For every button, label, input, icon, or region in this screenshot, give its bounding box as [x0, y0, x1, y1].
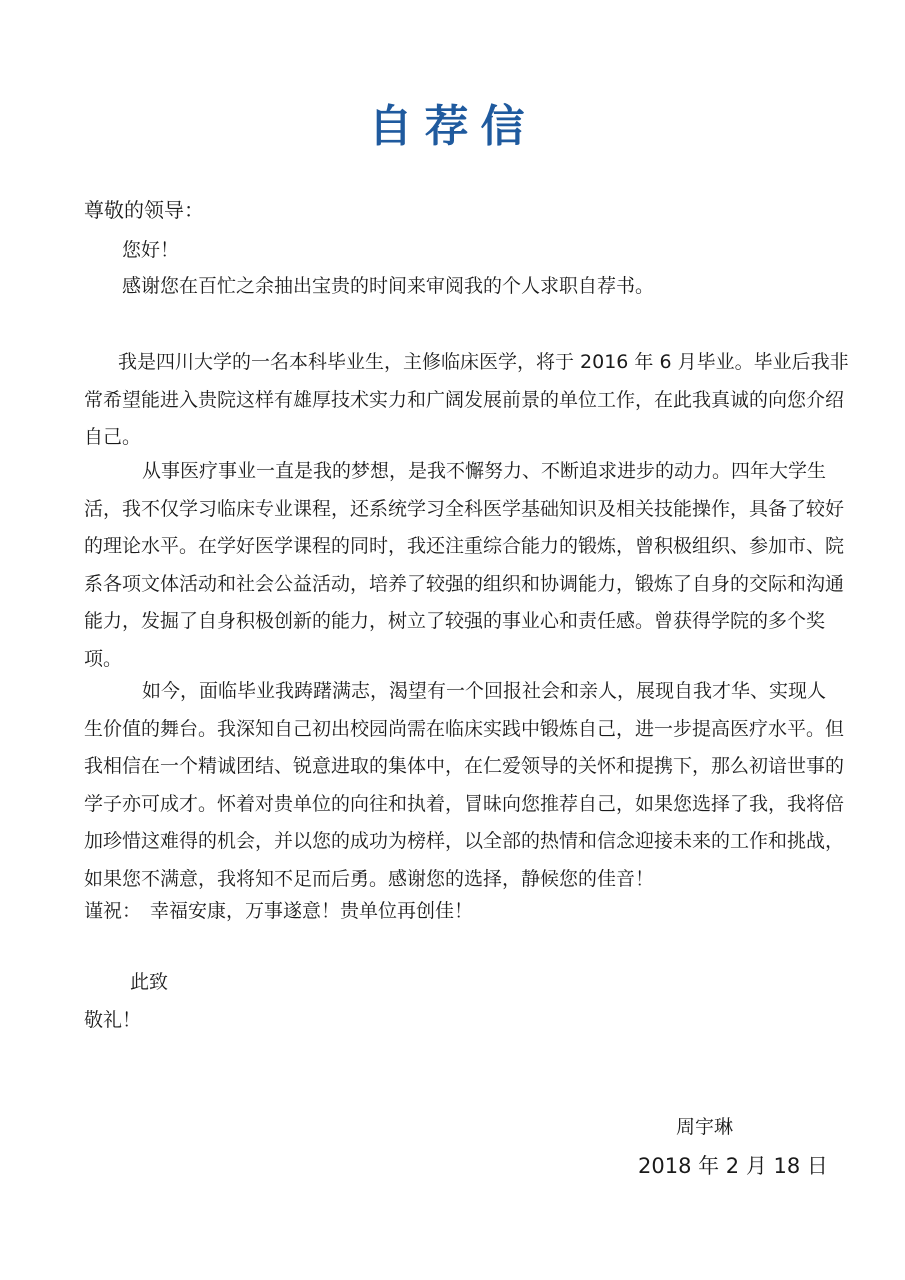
signature-date: 2018 年 2 月 18 日	[638, 1154, 828, 1178]
wish-text: 幸福安康，万事遂意！贵单位再创佳！	[150, 900, 474, 922]
paragraph-line: 能力，发掘了自身积极创新的能力，树立了较强的事业心和责任感。曾获得学院的多个奖	[84, 610, 826, 632]
paragraph-line: 我相信在一个精诚团结、锐意进取的集体中，在仁爱领导的关怀和提携下，那么初谙世事的	[84, 755, 845, 777]
paragraph-line: 活，我不仅学习临床专业课程，还系统学习全科医学基础知识及相关技能操作，具备了较好	[84, 497, 845, 520]
paragraph-line: 的理论水平。在学好医学课程的同时，我还注重综合能力的锻炼，曾积极组织、参加市、院	[84, 535, 845, 557]
paragraph-line: 如今，面临毕业我踌躇满志，渴望有一个回报社会和亲人，展现自我才华、实现人	[142, 680, 827, 702]
paragraph-aspiration	[84, 673, 845, 898]
salutation: 尊敬的领导：	[84, 198, 204, 222]
closing-cizhi: 此致	[130, 971, 169, 993]
paragraph-line: 常希望能进入贵院这样有雄厚技术实力和广阔发展前景的单位工作，在此我真诚的向您介绍	[84, 388, 845, 411]
paragraph-line: 从事医疗事业一直是我的梦想，是我不懈努力、不断追求进步的动力。四年大学生	[142, 460, 827, 482]
paragraph-experience	[84, 453, 845, 678]
page-title: 自荐信	[368, 101, 537, 152]
paragraph-line: 系各项文体活动和社会公益活动，培养了较强的组织和协调能力，锻炼了自身的交际和沟通	[84, 572, 845, 595]
greeting: 您好！	[122, 239, 180, 261]
paragraph-line: 我是四川大学的一名本科毕业生，主修临床医学，将于 2016 年 6 月毕业。毕业后我非	[118, 351, 849, 373]
paragraph-line: 自己。	[84, 426, 142, 448]
paragraph-introduction	[84, 344, 849, 457]
wish-line	[84, 897, 473, 925]
thanks-line: 感谢您在百忙之余抽出宝贵的时间来审阅我的个人求职自荐书。	[122, 275, 655, 297]
paragraph-line: 如果您不满意，我将知不足而后勇。感谢您的选择，静候您的佳音！	[84, 867, 655, 890]
paragraph-line: 项。	[84, 647, 123, 670]
paragraph-line: 加珍惜这难得的机会，并以您的成功为榜样，以全部的热情和信念迎接未来的工作和挑战，	[84, 830, 845, 852]
signature-name: 周宇琳	[676, 1116, 734, 1138]
paragraph-line: 学子亦可成才。怀着对贵单位的向往和执着，冒昧向您推荐自己，如果您选择了我，我将倍	[84, 792, 845, 815]
closing-jingli: 敬礼！	[84, 1009, 142, 1031]
wish-label: 谨祝：	[84, 900, 142, 922]
paragraph-line: 生价值的舞台。我深知自己初出校园尚需在临床实践中锻炼自己，进一步提高医疗水平。但	[84, 717, 845, 740]
